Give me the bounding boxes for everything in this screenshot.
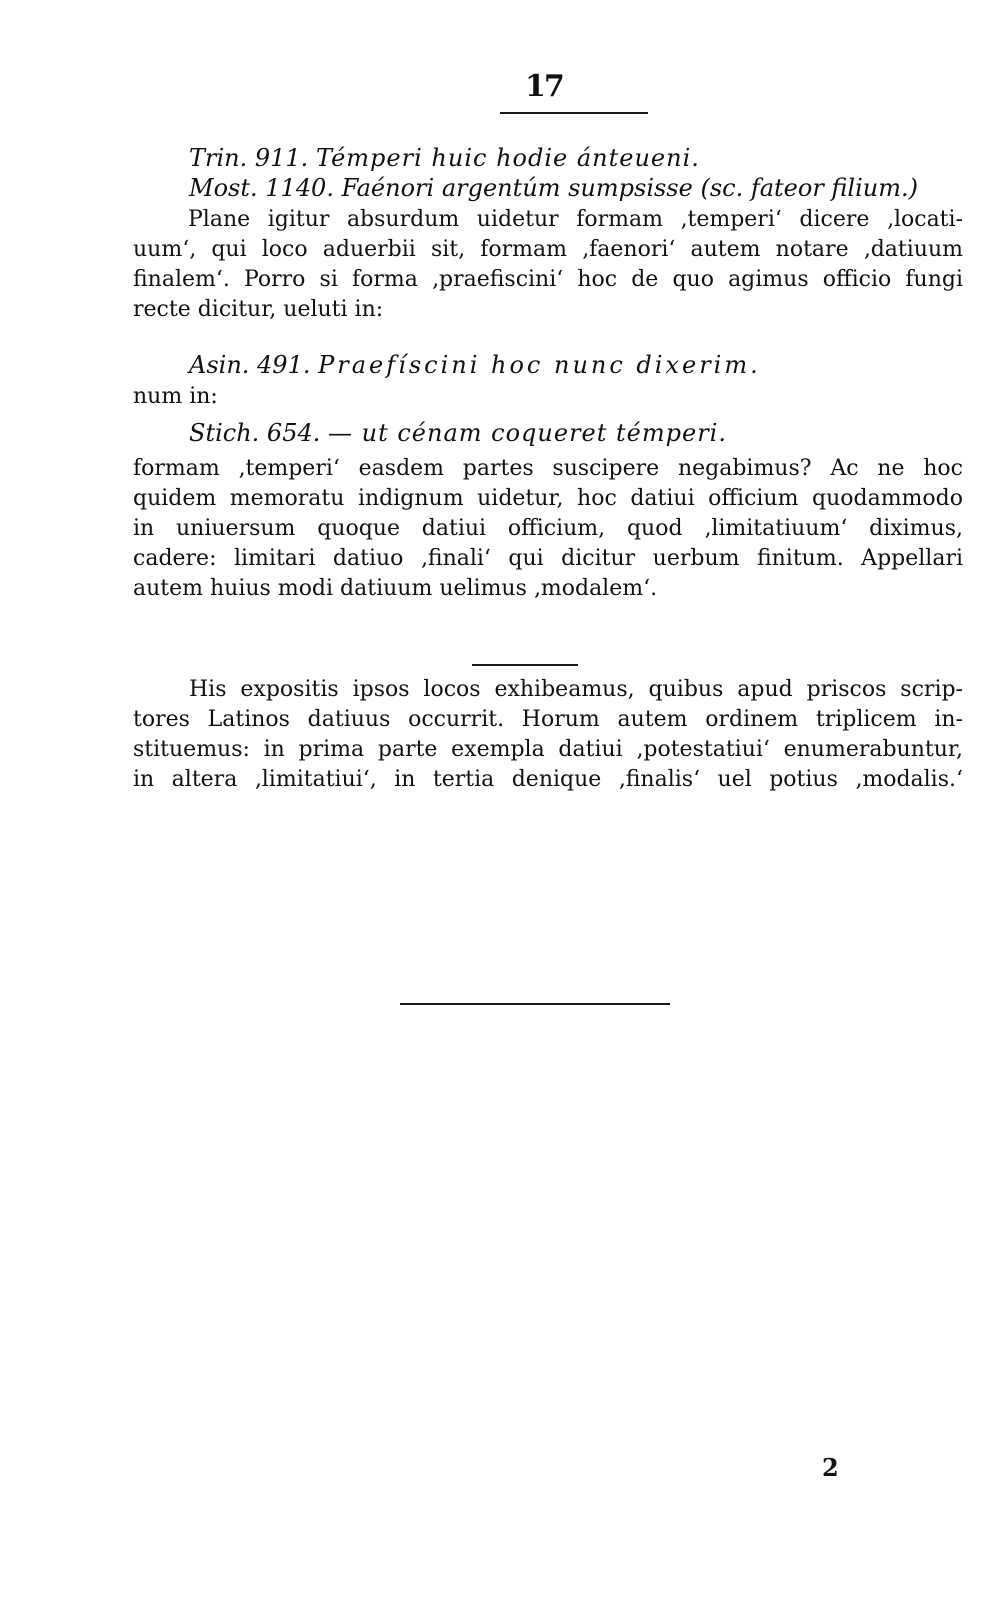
paragraph-line: in uniuersum quoque datiui officium, quod ‚limitatiuum‘ diximus, [133,516,963,541]
citation-most [133,173,963,203]
paragraph-line: formam ‚temperi‘ easdem partes suscipere negabimus? Ac ne hoc [133,456,963,481]
citation-text: — ut cénam coqueret témperi. [328,419,727,447]
citation-asin-block [133,350,963,380]
citation-ref: Asin. 491. [189,351,311,379]
paragraph-line: stituemus: in prima parte exempla datiui ‚potestatiui‘ enumerabuntur, [133,737,963,762]
citation-text: Témperi huic hodie ánteueni. [315,144,700,172]
citation-ref: Most. 1140. [189,174,334,202]
citation-trin [133,143,963,173]
citation-ref: Stich. 654. [189,419,321,447]
paragraph-line: quidem memoratu indignum uidetur, hoc datiui officium quodammodo [133,486,963,511]
paragraph-line: finalem‘. Porro si forma ‚praefiscini‘ hoc de quo agimus officio fungi [133,267,963,292]
paragraph-2 [133,454,963,604]
paragraph-line: in altera ‚limitatiui‘, in tertia denique ‚finalis‘ uel potius ‚modalis.‘ [133,767,963,792]
citation-ref: Trin. 911. [189,144,309,172]
signature-mark: 2 [822,1453,839,1482]
page-number: 17 [525,69,563,104]
paragraph-line: His expositis ipsos locos exhibeamus, quibus apud priscos scrip- [189,677,963,702]
paragraph-3 [133,675,963,795]
paragraph-line: Plane igitur absurdum uidetur formam ‚temperi‘ dicere ‚locati- [188,207,963,232]
citation-stich-block [133,418,963,448]
num-in-text: num in: [133,384,218,409]
paragraph-line: uum‘, qui loco aduerbii sit, formam ‚faenori‘ autem notare ‚datiuum [133,237,963,262]
paragraph-line: cadere: limitari datiuo ‚finali‘ qui dicitur uerbum finitum. Appellari [133,546,963,571]
paragraph-1 [133,205,963,325]
citations-top [133,143,963,203]
citation-text: Praefíscini hoc nunc dixerim. [318,351,761,379]
section-separator [472,664,578,666]
citation-text: Faénori argentúm sumpsisse (sc. fateor filium.) [341,174,918,202]
end-rule [400,1003,670,1005]
paragraph-line: autem huius modi datiuum uelimus ‚modalem‘. [133,576,658,601]
paragraph-line: recte dicitur, ueluti in: [133,297,384,322]
paragraph-line: tores Latinos datiuus occurrit. Horum autem ordinem triplicem in- [133,707,963,732]
header-rule [500,112,648,114]
citation-asin [133,350,963,380]
citation-stich [133,418,963,448]
num-in-block [133,382,963,412]
